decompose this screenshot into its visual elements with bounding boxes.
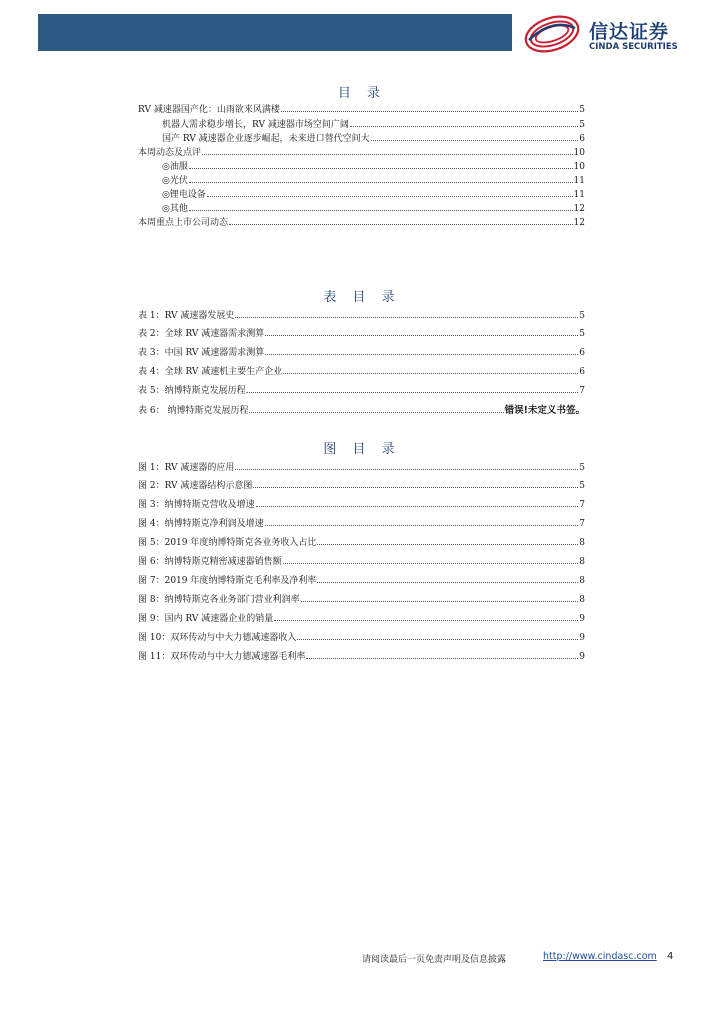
figure-toc-page: 5 [579,463,585,473]
dot-leader [297,639,578,640]
toc-item[interactable] [138,145,585,158]
table-toc-label: 表 4：全球 RV 减速机主要生产企业 [138,367,283,377]
toc-item-page: 10 [573,148,585,158]
figure-toc-label: 图 3：纳博特斯克营收及增速 [138,500,255,510]
dot-leader [265,525,579,526]
toc-item-label: 机器人需求稳步增长，RV 减速器市场空间广阔 [162,120,349,130]
page-number: 4 [667,951,674,962]
dot-leader [229,224,573,225]
table-toc-item[interactable] [138,326,585,339]
toc-item-label: ◎油服 [162,162,188,172]
tables-toc-title: 表 目 录 [323,290,401,305]
dot-leader [253,487,578,488]
toc-item-page: 5 [579,105,585,115]
table-toc-page: 5 [579,329,585,339]
toc-item-label: 本周重点上市公司动态 [138,218,229,228]
figure-toc-page: 8 [579,595,585,605]
toc-item-page: 11 [573,176,585,186]
figures-toc-title: 图 目 录 [323,442,401,457]
table-toc-label: 表 5：纳博特斯克发展历程. [138,386,249,396]
figure-toc-label: 图 7：2019 年度纳博特斯克毛利率及净利率 [138,576,317,586]
company-logo [523,12,703,56]
figure-toc-item[interactable] [138,535,585,548]
table-toc-label: 表 1：RV 减速器发展史 [138,311,235,321]
figure-toc-page: 8 [579,538,585,548]
table-toc-label: 表 3：中国 RV 减速器需求测算 [138,348,265,358]
table-toc-item[interactable] [138,308,585,321]
table-toc-label: 表 6： 纳博特斯克发展历程 [138,406,249,416]
figure-toc-item[interactable] [138,516,585,529]
toc-item-page: 12 [573,204,585,214]
toc-item-page: 10 [573,162,585,172]
figure-toc-page: 8 [579,557,585,567]
figure-toc-item[interactable] [138,611,585,624]
toc-item-page: 11 [573,190,585,200]
figure-toc-label: 图 10：双环传动与中大力德减速器收入 [138,633,297,643]
dot-leader [265,335,578,336]
table-toc-item[interactable] [138,402,585,416]
footer-disclaimer: 请阅读最后一页免责声明及信息披露 [362,955,507,965]
figure-toc-page: 9 [579,614,585,624]
dot-leader [202,154,573,155]
figure-toc-label: 图 8：纳博特斯克各业务部门营业利润率 [138,595,300,605]
figure-toc-page: 5 [579,481,585,491]
toc-item[interactable] [138,215,585,228]
figure-toc-page: 8 [579,576,585,586]
figure-toc-item[interactable] [138,554,585,567]
table-toc-page: 7 [579,386,585,396]
toc-item[interactable] [162,159,585,172]
toc-item-label: 国产 RV 减速器企业逐步崛起，未来进口替代空间大 [162,134,370,144]
figure-toc-item[interactable] [138,649,585,662]
toc-item[interactable] [162,173,585,186]
dot-leader [350,126,578,127]
table-toc-item[interactable] [138,364,585,377]
table-toc-label: 表 2：全球 RV 减速器需求测算 [138,329,265,339]
logo-chinese-name: 信达证券 [589,21,670,43]
table-toc-page: 6 [579,348,585,358]
toc-item[interactable] [162,117,585,130]
dot-leader [256,506,579,507]
figure-toc-label: 图 4：纳博特斯克净利润及增速 [138,519,264,529]
figure-toc-label: 图 2：RV 减速器结构示意图 [138,481,253,491]
header-band [38,14,512,51]
bookmark-error-text: 错误!未定义书签。 [504,405,585,416]
logo-english-name: CINDA SECURITIES [589,42,678,52]
table-toc-item[interactable] [138,383,585,396]
toc-item[interactable] [162,131,585,144]
dot-leader [249,412,503,413]
dot-leader [235,317,578,318]
dot-leader [283,563,579,564]
dot-leader [274,620,578,621]
figure-toc-page: 9 [579,652,585,662]
toc-item-label: 本周动态及点评 [138,148,202,158]
toc-item[interactable] [138,102,585,115]
figure-toc-label: 图 6：纳博特斯克精密减速器销售额 [138,557,282,567]
figure-toc-page: 7 [579,500,585,510]
toc-item-label: RV 减速器国产化：山雨欲来风满楼 [138,105,280,115]
figure-toc-page: 7 [579,519,585,529]
figure-toc-item[interactable] [138,592,585,605]
toc-item-label: ◎锂电设备 [162,190,206,200]
dot-leader [301,601,579,602]
toc-item-page: 12 [573,218,585,228]
toc-item-page: 6 [579,134,585,144]
toc-item[interactable] [162,187,585,200]
figure-toc-label: 图 1：RV 减速器的应用 [138,463,235,473]
toc-item[interactable] [162,201,585,214]
dot-leader [283,373,578,374]
dot-leader [249,392,578,393]
toc-item-label: ◎光伏 [162,176,188,186]
figure-toc-label: 图 5：2019 年度纳博特斯克各业务收入占比 [138,538,317,548]
figure-toc-item[interactable] [138,573,585,586]
table-toc-page: 6 [579,367,585,377]
dot-leader [281,111,578,112]
figure-toc-item[interactable] [138,630,585,643]
figure-toc-label: 图 11：双环传动与中大力德减速器毛利率 [138,652,306,662]
table-toc-item[interactable] [138,345,585,358]
dot-leader [235,469,578,470]
dot-leader [189,210,573,211]
dot-leader [265,354,578,355]
figure-toc-item[interactable] [138,497,585,510]
footer-website-link[interactable]: http://www.cindasc.com [543,951,657,962]
figure-toc-page: 9 [579,633,585,643]
dot-leader [189,182,573,183]
toc-item-page: 5 [579,120,585,130]
dot-leader [317,582,578,583]
dot-leader [207,196,573,197]
table-toc-page: 5 [579,311,585,321]
toc-item-label: ◎其他 [162,204,188,214]
dot-leader [189,168,573,169]
dot-leader [371,140,579,141]
figure-toc-item[interactable] [138,478,585,491]
figure-toc-label: 图 9：国内 RV 减速器企业的销量 [138,614,274,624]
figure-toc-item[interactable] [138,460,585,473]
dot-leader [317,544,578,545]
dot-leader [306,658,578,659]
toc-title: 目 录 [337,86,387,101]
cinda-logo-icon [523,14,581,54]
